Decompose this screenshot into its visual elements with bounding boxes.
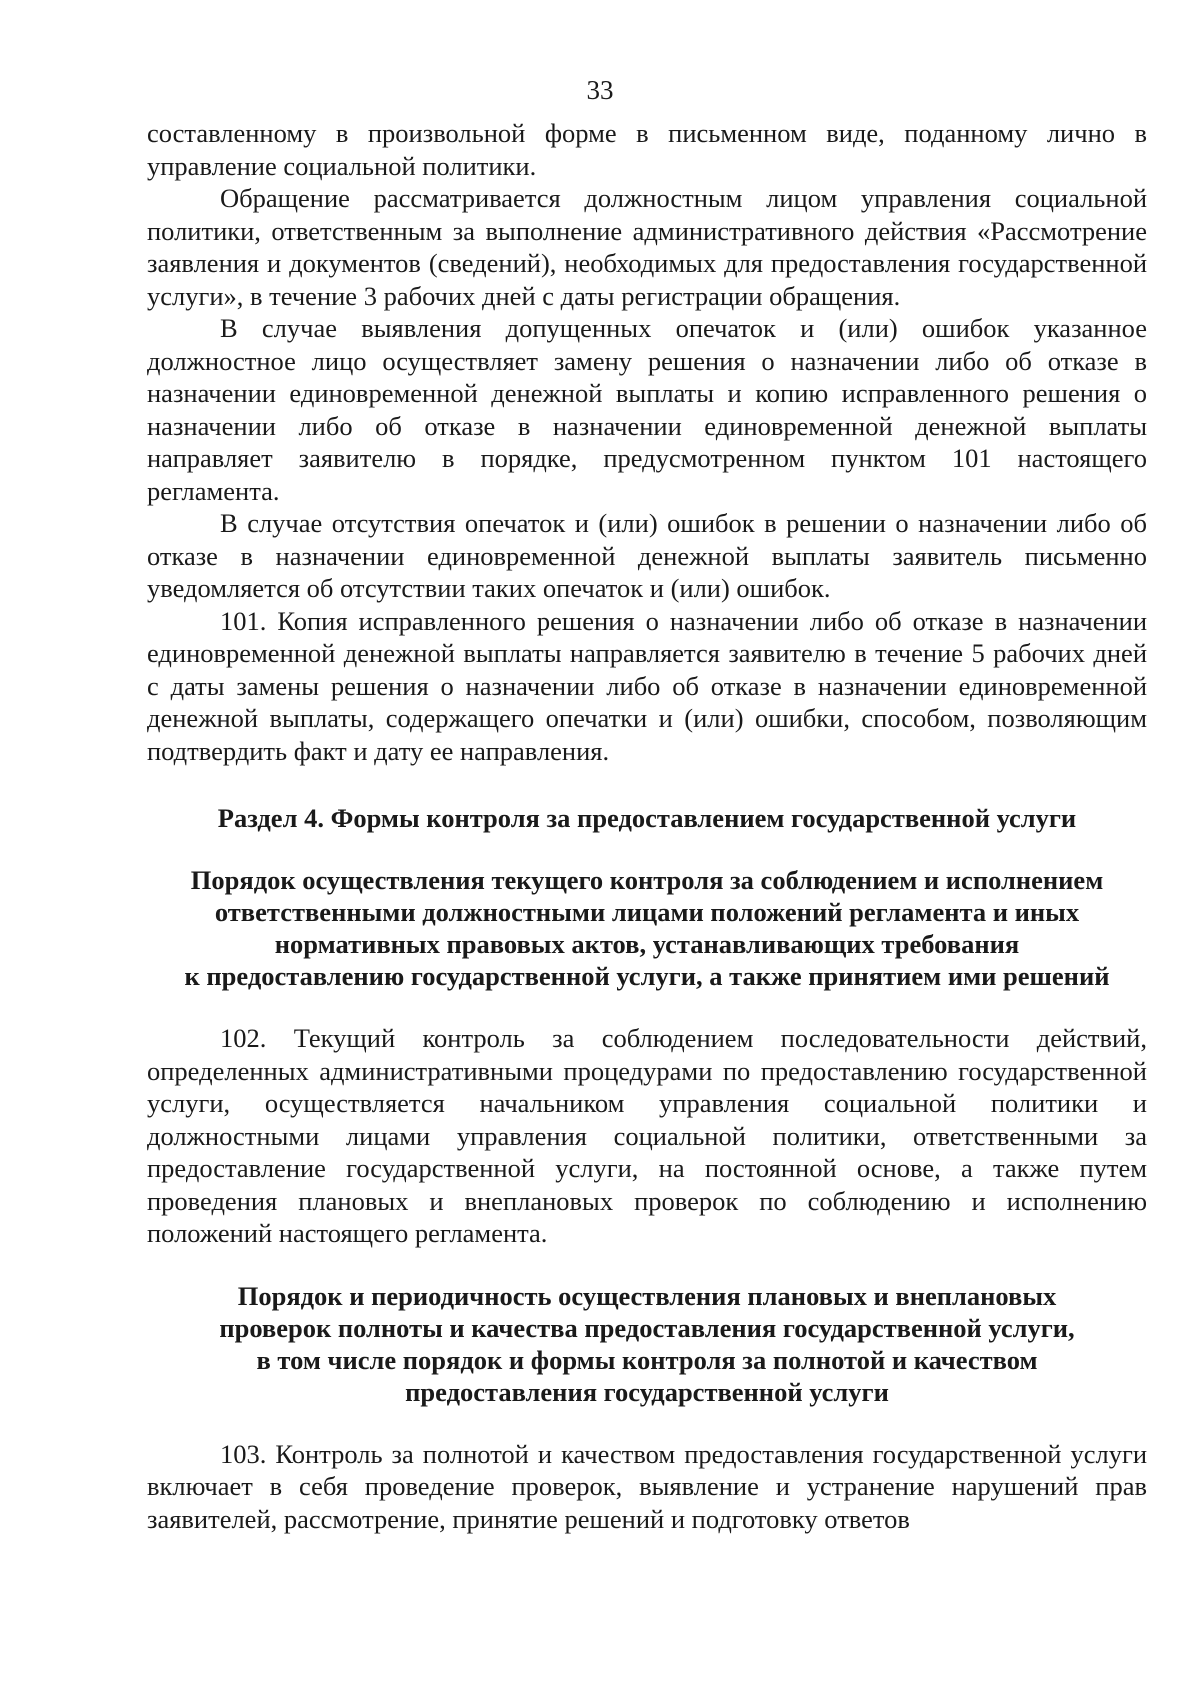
document-body bbox=[147, 117, 1147, 1535]
subsection-inspections-title bbox=[147, 1280, 1147, 1408]
heading-line: нормативных правовых актов, устанавливающих требования bbox=[274, 929, 1020, 959]
paragraph-continuation: составленному в произвольной форме в письменном виде, поданному лично в управление социальной политики. bbox=[147, 118, 1147, 181]
paragraph-item-103: 103. Контроль за полнотой и качеством предоставления государственной услуги включает в себя проведение проверок, выявление и устранение нарушений прав заявителей, рассмотрение, принятие решений и подготовку ответов bbox=[147, 1438, 1147, 1534]
heading-line: Порядок и периодичность осуществления плановых и внеплановых bbox=[237, 1280, 1057, 1311]
paragraph-errors-found: В случае выявления допущенных опечаток и (или) ошибок указанное должностное лицо осуществляет замену решения о назначении либо об отказе в назначении единовременной денежной выплаты и копию исправленного решения о назначении либо об отказе в назначении единовременной денежной выплаты направляет заявителю в порядке, предусмотренном пунктом 101 настоящего регламента. bbox=[147, 313, 1147, 506]
paragraph-no-errors: В случае отсутствия опечаток и (или) ошибок в решении о назначении либо об отказе в назначении единовременной денежной выплаты заявитель письменно уведомляется об отсутствии таких опечаток и (или) ошибок. bbox=[147, 508, 1147, 603]
paragraph-appeal-review: Обращение рассматривается должностным лицом управления социальной политики, ответственным за выполнение административного действия «Рассмотрение заявления и документов (сведений), необходимых для предоставления государственной услуги», в течение 3 рабочих дней с даты регистрации обращения. bbox=[147, 183, 1147, 311]
heading-line: в том числе порядок и формы контроля за полнотой и качеством bbox=[256, 1344, 1038, 1375]
heading-line: проверок полноты и качества предоставления государственной услуги, bbox=[219, 1312, 1075, 1343]
paragraph-item-101: 101. Копия исправленного решения о назначении либо об отказе в назначении единовременной денежной выплаты направляется заявителю в течение 5 рабочих дней с даты замены решения о назначении либо об отказе в назначении единовременной денежной выплаты, содержащего опечатки и (или) ошибки, способом, позволяющим подтвердить факт и дату ее направления. bbox=[147, 605, 1147, 766]
page-number: 33 bbox=[586, 75, 614, 105]
heading-line: Порядок осуществления текущего контроля за соблюдением и исполнением bbox=[190, 865, 1104, 895]
subsection-current-control-title bbox=[147, 864, 1147, 992]
section-4-title: Раздел 4. Формы контроля за предоставлением государственной услуги bbox=[217, 803, 1077, 833]
heading-line: ответственными должностными лицами положений регламента и иных bbox=[214, 897, 1080, 927]
paragraph-item-102: 102. Текущий контроль за соблюдением последовательности действий, определенных административными процедурами по предоставлению государственной услуги, осуществляется начальником управления социальной политики и должностными лицами управления социальной политики, ответственными за предоставление государственной услуги, на постоянной основе, а также путем проведения плановых и внеплановых проверок по соблюдению и исполнению положений настоящего регламента. bbox=[147, 1023, 1147, 1248]
heading-line: предоставления государственной услуги bbox=[405, 1376, 889, 1407]
heading-line: к предоставлению государственной услуги, а также принятием ими решений bbox=[184, 961, 1110, 991]
